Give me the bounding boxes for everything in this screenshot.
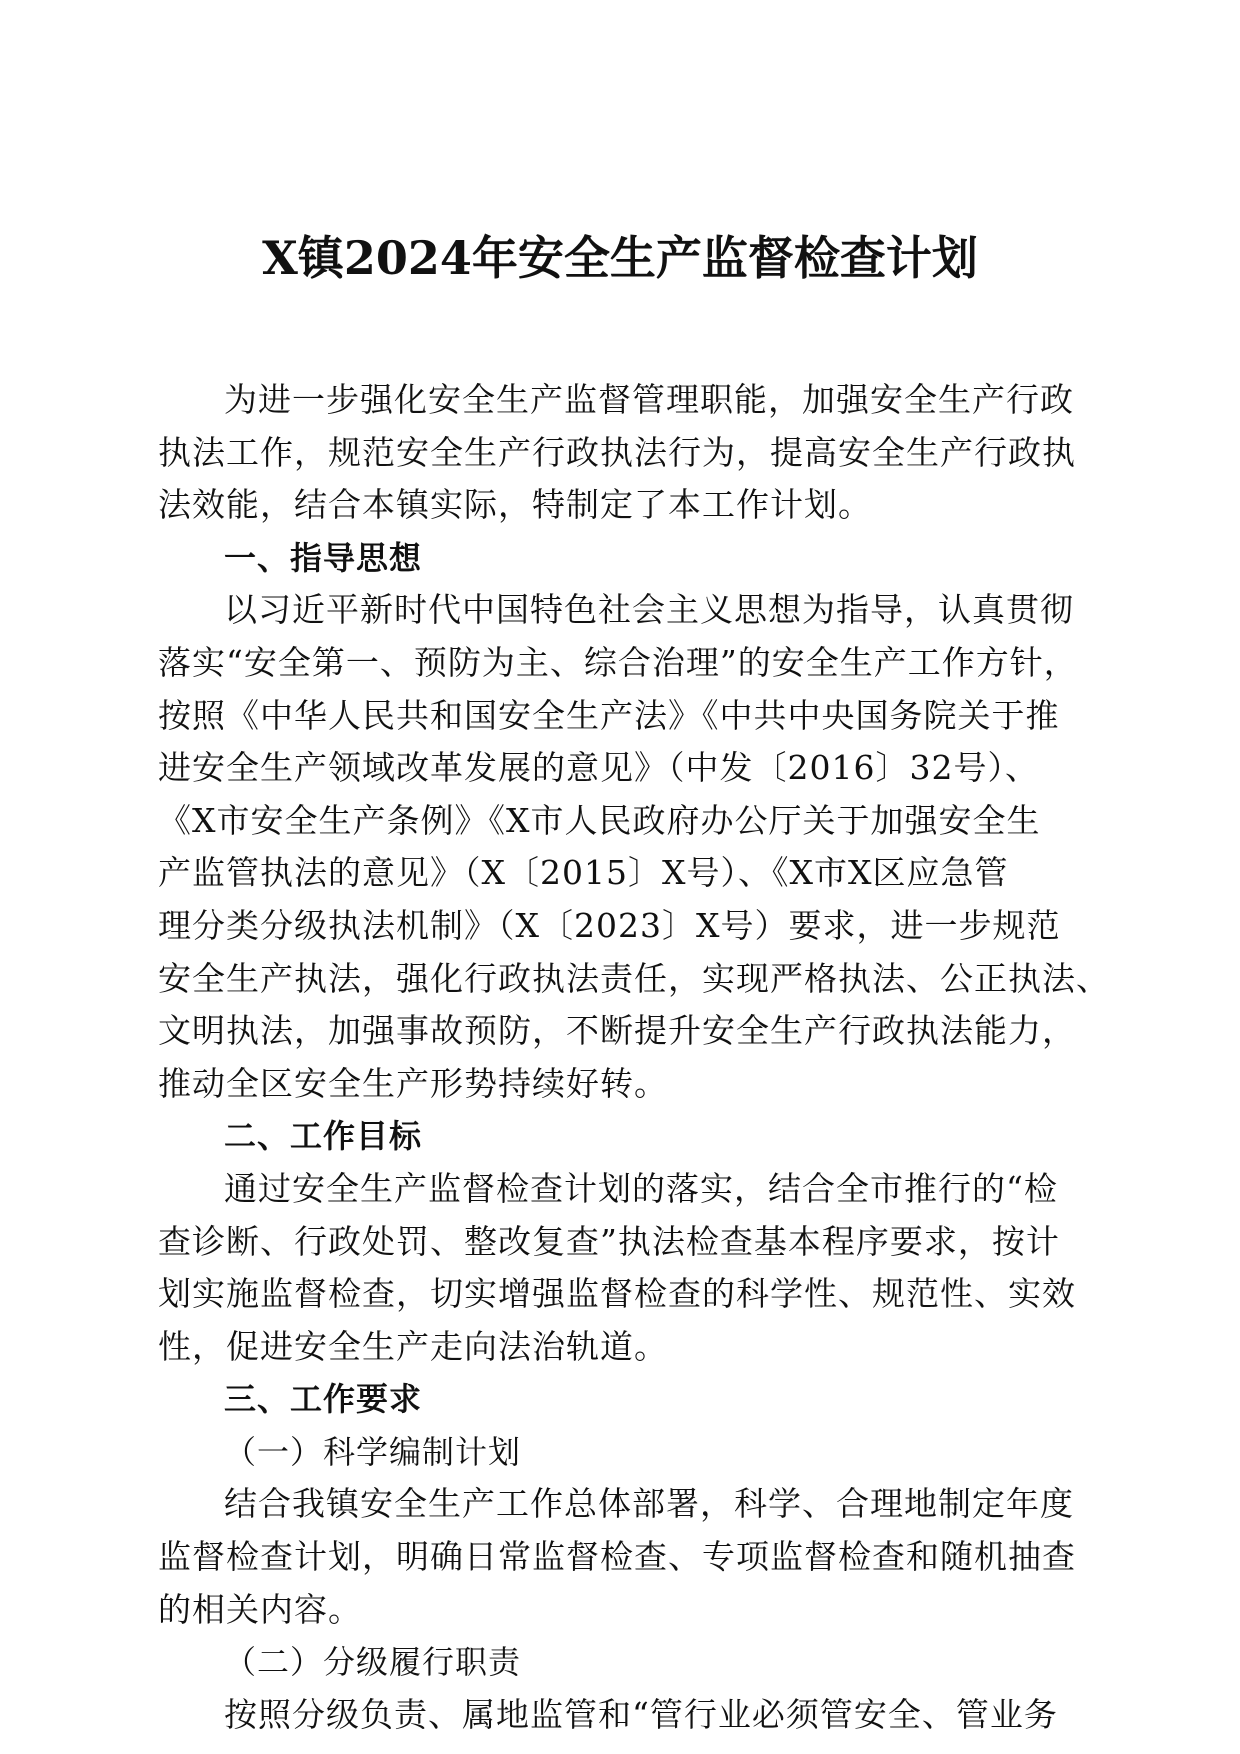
intro-paragraph-line: 法效能，结合本镇实际，特制定了本工作计划。 bbox=[158, 485, 872, 525]
scientific-planning-line: 的相关内容。 bbox=[158, 1589, 362, 1629]
guiding-ideology-line: 按照《中华人民共和国安全生产法》《中共中央国务院关于推 bbox=[158, 695, 1060, 735]
section-heading-guiding-ideology: 一、指导思想 bbox=[224, 538, 423, 577]
tiered-duties-line: 按照分级负责、属地监管和“管行业必须管安全、管业务 bbox=[224, 1694, 1058, 1734]
work-goals-line: 查诊断、行政处罚、整改复查”执法检查基本程序要求，按计 bbox=[158, 1221, 1060, 1261]
guiding-ideology-line: 落实“安全第一、预防为主、综合治理”的安全生产工作方针， bbox=[158, 642, 1078, 682]
guiding-ideology-line: 理分类分级执法机制》（X〔2023〕X号）要求，进一步规范 bbox=[158, 905, 1061, 945]
document-title: X镇2024年安全生产监督检查计划 bbox=[262, 231, 978, 285]
intro-paragraph-line: 执法工作，规范安全生产行政执法行为，提高安全生产行政执 bbox=[158, 432, 1076, 472]
document-body bbox=[158, 374, 1110, 1741]
guiding-ideology-line: 推动全区安全生产形势持续好转。 bbox=[158, 1063, 668, 1103]
guiding-ideology-line: 文明执法，加强事故预防，不断提升安全生产行政执法能力， bbox=[158, 1011, 1076, 1051]
work-goals-line: 性，促进安全生产走向法治轨道。 bbox=[158, 1326, 668, 1366]
scientific-planning-line: 监督检查计划，明确日常监督检查、专项监督检查和随机抽查 bbox=[158, 1537, 1076, 1577]
scientific-planning-line: 结合我镇安全生产工作总体部署，科学、合理地制定年度 bbox=[224, 1484, 1074, 1524]
work-goals-line: 通过安全生产监督检查计划的落实，结合全市推行的“检 bbox=[224, 1168, 1058, 1208]
work-goals-line: 划实施监督检查，切实增强监督检查的科学性、规范性、实效 bbox=[158, 1274, 1076, 1314]
guiding-ideology-line: 以习近平新时代中国特色社会主义思想为指导，认真贯彻 bbox=[224, 590, 1074, 630]
guiding-ideology-line: 《X市安全生产条例》《X市人民政府办公厅关于加强安全生 bbox=[158, 800, 1041, 840]
subheading-tiered-duties: （二）分级履行职责 bbox=[224, 1643, 522, 1682]
section-heading-work-goals: 二、工作目标 bbox=[224, 1117, 423, 1156]
guiding-ideology-line: 产监管执法的意见》（X〔2015〕X号）、《X市X区应急管 bbox=[158, 853, 1009, 893]
subheading-scientific-planning: （一）科学编制计划 bbox=[224, 1432, 522, 1471]
guiding-ideology-line: 进安全生产领域改革发展的意见》（中发〔2016〕32号）、 bbox=[158, 748, 1039, 788]
guiding-ideology-line: 安全生产执法，强化行政执法责任，实现严格执法、公正执法、 bbox=[158, 958, 1110, 998]
section-heading-work-requirements: 三、工作要求 bbox=[224, 1380, 423, 1419]
intro-paragraph-line: 为进一步强化安全生产监督管理职能，加强安全生产行政 bbox=[224, 380, 1074, 419]
